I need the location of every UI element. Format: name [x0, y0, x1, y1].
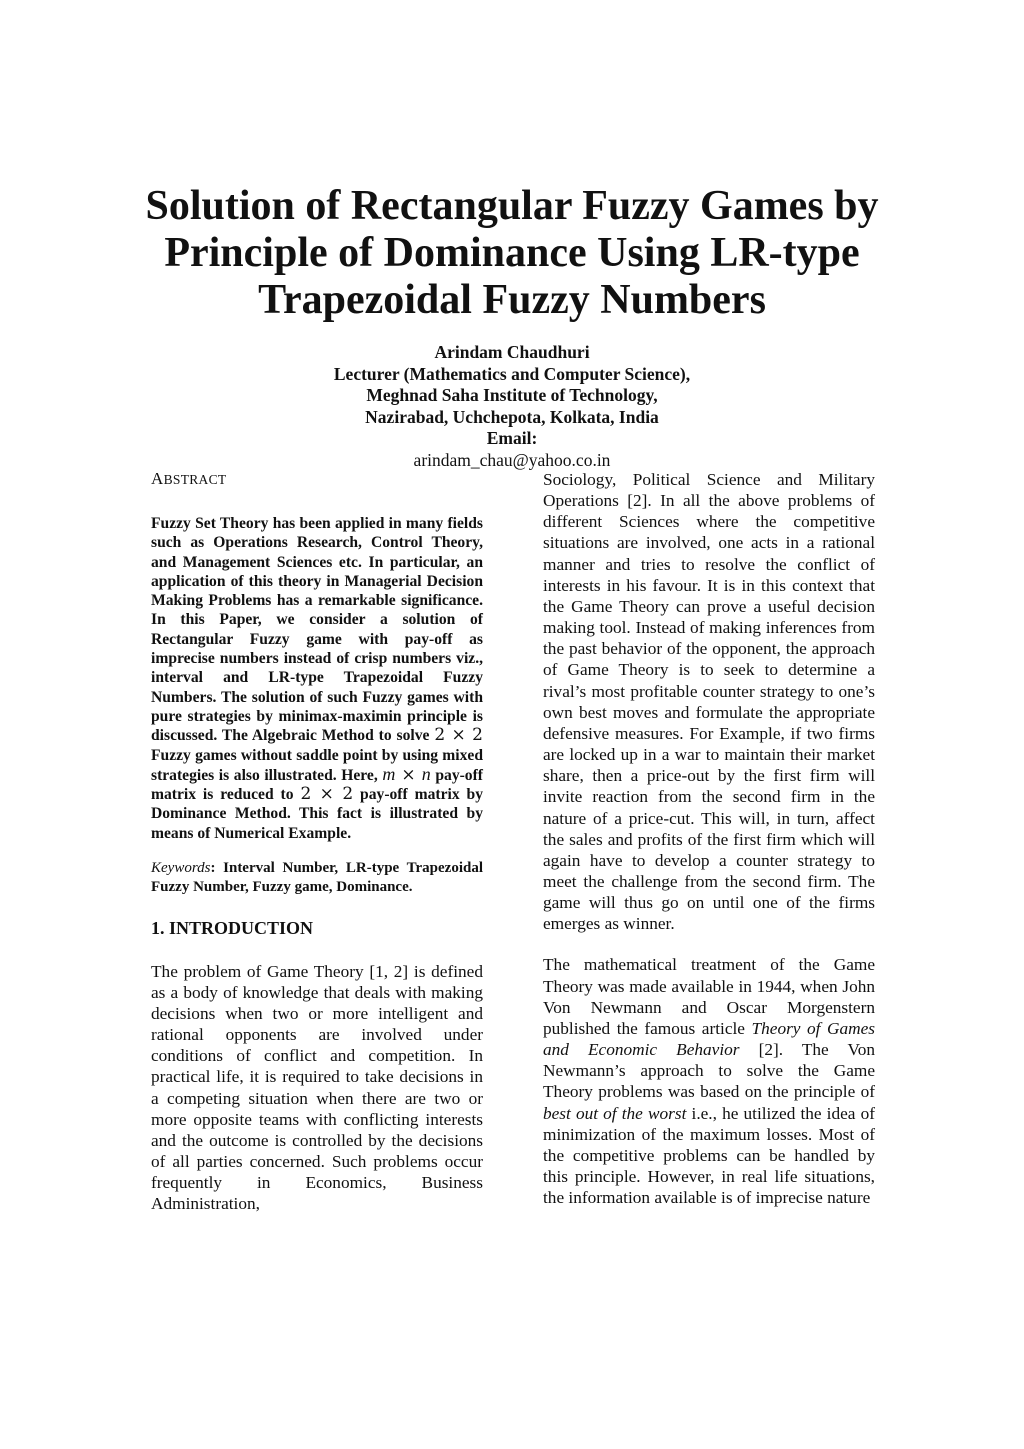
math-2x2-second: 2 × 2: [300, 784, 354, 805]
intro-paragraph-2: The mathematical treatment of the Game Theory was made available in 1944, when John Von Newmann and Oscar Morgenstern published the famous article Theory of Games and Economic Behavior [2]. The Von Newmann’s approach to solve the Game Theory problems was based on the principle of best out of the worst i.e., he utilized the idea of minimization of the maximum losses. Most of the competitive problems can be handled by this principle. However, in real life situations, the information available is of imprecise nature: [543, 955, 875, 1208]
author-name: Arindam Chaudhuri: [434, 342, 590, 362]
keywords-label: Keywords: [151, 860, 211, 877]
title-line-1: Solution of Rectangular Fuzzy Games by: [145, 183, 879, 229]
principle-phrase: best out of the worst: [543, 1103, 687, 1123]
intro-paragraph-continued: Sociology, Political Science and Military Operations [2]. In all the above problems of different Sciences where the competitive situations are involved, one acts in a rational manner and tries to resolve the conflict of interests in his favour. It is in this context that the Game Theory can prove a useful decision making tool. Instead of making inferences from the past behavior of the opponent, the approach of Game Theory is to seek to determine a rival’s most profitable counter strategy to one’s own best moves and formulate the appropriate defensive measures. For Example, if two firms are locked up in a war to maintain their market share, then a price-out by the first firm will invite reaction from the second firm in the nature of a price-cut. This will, in turn, affect the sales and profits of the first firm which will again have to develop a counter strategy to meet the challenge from the second firm. The game will thus go on until one of the firms emerges as winner.: [543, 470, 875, 934]
abstract-text: Fuzzy Set Theory has been applied in many fields such as Operations Research, Control Theory, and Management Sciences etc. In particular, an application of this theory in Managerial Decision Making Problems has a remarkable significance. In this Paper, we consider a solution of Rectangular Fuzzy game with pay-off as imprecise numbers instead of crisp numbers viz., interval and LR-type Trapezoidal Fuzzy Numbers. The solution of such Fuzzy games with pure strategies by minimax-maximin principle is discussed. The Algebraic Method to solve 2 × 2 Fuzzy games without saddle point by using mixed strategies is also illustrated. Here, m × n pay-off matrix is reduced to 2 × 2 pay-off matrix by Dominance Method. This fact is illustrated by means of Numerical Example.: [151, 515, 483, 842]
email-label: Email:: [486, 428, 538, 448]
author-position: Lecturer (Mathematics and Computer Science),: [333, 363, 691, 384]
author-block: [212, 342, 812, 471]
section-heading-introduction: 1. INTRODUCTION: [151, 917, 314, 938]
intro-paragraph-1: The problem of Game Theory [1, 2] is defined as a body of knowledge that deals with making decisions when two or more intelligent and rational opponents are involved under conditions of conflict and competition. In practical life, it is required to take decisions in a competing situation when there are two or more opposite teams with conflicting interests and the outcome is controlled by the decisions of all parties concerned. Such problems occur frequently in Economics, Business Administration,: [151, 961, 483, 1214]
author-institute: Meghnad Saha Institute of Technology,: [366, 385, 658, 405]
math-2x2: 2 × 2: [434, 725, 483, 746]
paper-title: [120, 183, 904, 324]
email-link[interactable]: arindam_chau@yahoo.co.in: [413, 449, 611, 470]
cited-book-title: Theory of Games and Economic Behavior: [543, 1018, 875, 1060]
left-column: [151, 469, 483, 1215]
math-mxn: m × n: [382, 763, 431, 785]
author-address: Nazirabad, Uchchepota, Kolkata, India: [365, 406, 659, 427]
abstract-heading: ABSTRACT: [151, 469, 227, 488]
keywords-text: : Interval Number, LR-type Trapezoidal Fuzzy Number, Fuzzy game, Dominance.: [151, 860, 483, 896]
keywords: [151, 859, 483, 898]
title-line-3: Trapezoidal Fuzzy Numbers: [258, 277, 766, 323]
title-line-2: Principle of Dominance Using LR-type: [164, 230, 860, 276]
right-column: [543, 469, 875, 1208]
author-email-line: [212, 428, 812, 471]
